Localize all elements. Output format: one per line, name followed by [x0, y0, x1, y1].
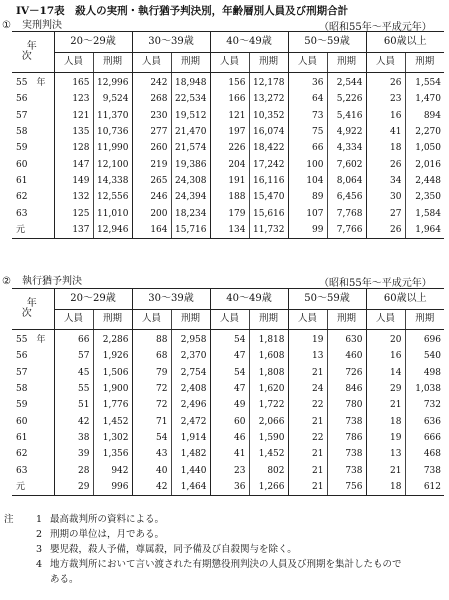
term-cell: 1,776 [93, 398, 132, 414]
people-cell: 66 [54, 329, 93, 349]
people-cell: 26 [366, 222, 405, 239]
term-cell: 2,544 [327, 72, 366, 92]
term-cell: 21,470 [171, 124, 210, 140]
group-header-30s: 30～39歳 [132, 289, 210, 309]
term-cell: 1,964 [405, 222, 444, 239]
term-cell: 1,302 [93, 430, 132, 446]
term-cell: 15,716 [171, 222, 210, 239]
term-cell: 1,050 [405, 141, 444, 157]
people-cell: 55 [54, 381, 93, 397]
term-cell: 2,350 [405, 190, 444, 206]
term-cell: 2,408 [171, 381, 210, 397]
people-cell: 72 [132, 398, 171, 414]
term-cell: 738 [327, 414, 366, 430]
term-cell: 24,394 [171, 190, 210, 206]
people-cell: 100 [288, 157, 327, 173]
people-cell: 132 [54, 190, 93, 206]
term-cell: 12,946 [93, 222, 132, 239]
table-row [12, 108, 444, 124]
year-cell: 61 [16, 432, 28, 443]
section-1-number: ① [2, 20, 11, 31]
group-header-20s: 20～29歳 [54, 289, 132, 309]
term-cell: 11,990 [93, 141, 132, 157]
term-cell: 1,464 [171, 479, 210, 496]
year-header: 年 次 [12, 289, 54, 329]
people-cell: 260 [132, 141, 171, 157]
people-cell: 268 [132, 92, 171, 108]
term-cell: 498 [405, 365, 444, 381]
table-row [12, 381, 444, 397]
term-cell: 10,352 [249, 108, 288, 124]
group-header-40s: 40～49歳 [210, 289, 288, 309]
term-cell: 1,452 [93, 414, 132, 430]
people-cell: 71 [132, 414, 171, 430]
year-cell: 62 [16, 192, 28, 203]
people-cell: 21 [366, 463, 405, 479]
year-cell: 57 [16, 110, 28, 121]
people-cell: 18 [366, 414, 405, 430]
term-cell: 846 [327, 381, 366, 397]
group-header-60plus: 60歳以上 [366, 289, 444, 309]
people-cell: 45 [54, 365, 93, 381]
term-cell: 756 [327, 479, 366, 496]
term-cell: 11,732 [249, 222, 288, 239]
term-header: 刑期 [405, 52, 444, 72]
term-cell: 14,338 [93, 173, 132, 189]
term-cell: 2,958 [171, 329, 210, 349]
people-cell: 39 [54, 447, 93, 463]
term-cell: 2,496 [171, 398, 210, 414]
table-row [12, 365, 444, 381]
term-cell: 630 [327, 329, 366, 349]
people-header: 人員 [288, 52, 327, 72]
people-cell: 277 [132, 124, 171, 140]
term-cell: 7,768 [327, 206, 366, 222]
note-text: 最高裁判所の資料による。 [50, 514, 165, 525]
people-cell: 43 [132, 447, 171, 463]
people-cell: 128 [54, 141, 93, 157]
table-title: IV－17表 殺人の実刑・執行猶予判決別，年齢層別人員及び刑期合計 [16, 5, 349, 17]
term-cell: 7,766 [327, 222, 366, 239]
people-cell: 125 [54, 206, 93, 222]
term-header: 刑期 [327, 309, 366, 329]
people-cell: 121 [54, 108, 93, 124]
people-cell: 68 [132, 349, 171, 365]
section-2-number: ② [2, 276, 11, 287]
term-cell: 18,234 [171, 206, 210, 222]
term-cell: 612 [405, 479, 444, 496]
term-cell: 942 [93, 463, 132, 479]
people-cell: 246 [132, 190, 171, 206]
people-cell: 21 [288, 365, 327, 381]
people-cell: 121 [210, 108, 249, 124]
section-1-label: 実刑判決 [22, 20, 62, 31]
year-cell: 元 [12, 479, 54, 496]
table-row [12, 414, 444, 430]
year-cell: 55 年 [16, 78, 46, 89]
term-cell: 21,574 [171, 141, 210, 157]
people-cell: 99 [288, 222, 327, 239]
table-row [12, 349, 444, 365]
section-2-period: （昭和55年～平成元年） [319, 278, 432, 289]
people-cell: 89 [288, 190, 327, 206]
term-cell: 2,286 [93, 329, 132, 349]
note-number: 2 [35, 529, 43, 540]
year-cell: 59 [16, 143, 28, 154]
section-2-label: 執行猶予判決 [22, 276, 82, 287]
year-cell: 元 [12, 222, 54, 239]
people-cell: 36 [288, 72, 327, 92]
people-cell: 200 [132, 206, 171, 222]
term-cell: 1,266 [249, 479, 288, 496]
term-cell: 18,422 [249, 141, 288, 157]
term-cell: 1,506 [93, 365, 132, 381]
section-2-table [12, 289, 444, 496]
people-cell: 204 [210, 157, 249, 173]
term-cell: 18,948 [171, 72, 210, 92]
people-cell: 22 [288, 430, 327, 446]
term-cell: 10,736 [93, 124, 132, 140]
table-row [12, 141, 444, 157]
section-1-table [12, 32, 444, 239]
people-cell: 21 [366, 398, 405, 414]
term-cell: 1,356 [93, 447, 132, 463]
people-cell: 46 [210, 430, 249, 446]
people-cell: 18 [366, 141, 405, 157]
term-cell: 16,074 [249, 124, 288, 140]
term-header: 刑期 [93, 309, 132, 329]
people-cell: 30 [366, 190, 405, 206]
people-cell: 49 [210, 398, 249, 414]
term-cell: 696 [405, 329, 444, 349]
people-cell: 21 [288, 463, 327, 479]
note-text: 嬰児殺，殺人予備，尊属殺，同予備及び自殺関与を除く。 [50, 544, 297, 555]
people-cell: 38 [54, 430, 93, 446]
term-header: 刑期 [249, 309, 288, 329]
table-row [12, 190, 444, 206]
year-cell: 60 [16, 416, 28, 427]
notes-label: 注 [4, 514, 14, 525]
term-cell: 2,270 [405, 124, 444, 140]
year-cell: 55 年 [16, 335, 46, 346]
people-cell: 41 [210, 447, 249, 463]
section-2-heading [2, 272, 82, 287]
table-row [12, 222, 444, 239]
section-1-period: （昭和55年～平成元年） [319, 22, 432, 33]
people-cell: 166 [210, 92, 249, 108]
note-number: 3 [35, 544, 43, 555]
people-cell: 19 [288, 329, 327, 349]
people-cell: 36 [210, 479, 249, 496]
group-header-60plus: 60歳以上 [366, 32, 444, 52]
table-row [12, 157, 444, 173]
people-cell: 60 [210, 414, 249, 430]
group-header-20s: 20～29歳 [54, 32, 132, 52]
term-cell: 1,900 [93, 381, 132, 397]
people-cell: 21 [288, 447, 327, 463]
people-cell: 24 [288, 381, 327, 397]
group-header-30s: 30～39歳 [132, 32, 210, 52]
table-row [12, 479, 444, 496]
people-cell: 26 [366, 72, 405, 92]
people-cell: 147 [54, 157, 93, 173]
year-cell: 61 [16, 175, 28, 186]
term-cell: 12,100 [93, 157, 132, 173]
term-cell: 738 [405, 463, 444, 479]
year-cell: 60 [16, 159, 28, 170]
term-cell: 5,226 [327, 92, 366, 108]
year-header: 年 次 [12, 32, 54, 72]
table-row [12, 124, 444, 140]
year-cell: 58 [16, 384, 28, 395]
term-cell: 16,116 [249, 173, 288, 189]
people-cell: 29 [54, 479, 93, 496]
people-cell: 22 [288, 398, 327, 414]
people-cell: 51 [54, 398, 93, 414]
people-cell: 156 [210, 72, 249, 92]
year-cell: 59 [16, 400, 28, 411]
term-cell: 1,440 [171, 463, 210, 479]
people-cell: 14 [366, 365, 405, 381]
people-header: 人員 [210, 309, 249, 329]
term-cell: 2,754 [171, 365, 210, 381]
people-cell: 28 [54, 463, 93, 479]
term-cell: 1,452 [249, 447, 288, 463]
term-cell: 22,534 [171, 92, 210, 108]
people-header: 人員 [366, 52, 405, 72]
term-cell: 12,178 [249, 72, 288, 92]
term-cell: 11,010 [93, 206, 132, 222]
people-cell: 134 [210, 222, 249, 239]
people-cell: 42 [132, 479, 171, 496]
term-cell: 2,472 [171, 414, 210, 430]
people-cell: 47 [210, 349, 249, 365]
year-cell: 56 [16, 351, 28, 362]
term-header: 刑期 [405, 309, 444, 329]
term-cell: 7,602 [327, 157, 366, 173]
term-cell: 17,242 [249, 157, 288, 173]
term-header: 刑期 [171, 52, 210, 72]
term-cell: 24,308 [171, 173, 210, 189]
people-cell: 54 [210, 365, 249, 381]
term-cell: 1,808 [249, 365, 288, 381]
people-cell: 20 [366, 329, 405, 349]
people-cell: 149 [54, 173, 93, 189]
term-cell: 11,370 [93, 108, 132, 124]
people-cell: 29 [366, 381, 405, 397]
people-cell: 54 [132, 430, 171, 446]
term-cell: 2,370 [171, 349, 210, 365]
people-cell: 66 [288, 141, 327, 157]
people-cell: 179 [210, 206, 249, 222]
year-cell: 63 [16, 208, 28, 219]
people-cell: 104 [288, 173, 327, 189]
term-cell: 786 [327, 430, 366, 446]
people-cell: 13 [288, 349, 327, 365]
term-cell: 726 [327, 365, 366, 381]
term-cell: 19,512 [171, 108, 210, 124]
note-number: 4 [35, 559, 43, 570]
notes [4, 512, 410, 587]
people-cell: 135 [54, 124, 93, 140]
people-cell: 88 [132, 329, 171, 349]
people-cell: 165 [54, 72, 93, 92]
term-cell: 1,470 [405, 92, 444, 108]
term-cell: 13,272 [249, 92, 288, 108]
term-cell: 4,334 [327, 141, 366, 157]
table-row [12, 447, 444, 463]
people-cell: 57 [54, 349, 93, 365]
term-cell: 1,482 [171, 447, 210, 463]
people-cell: 54 [210, 329, 249, 349]
group-header-40s: 40～49歳 [210, 32, 288, 52]
group-header-50s: 50～59歳 [288, 289, 366, 309]
note-text: 地方裁判所において言い渡された有期懲役刑判決の人員及び刑期を集計したものである。 [50, 559, 402, 585]
term-cell: 738 [327, 463, 366, 479]
term-cell: 4,922 [327, 124, 366, 140]
term-cell: 636 [405, 414, 444, 430]
year-cell: 63 [16, 465, 28, 476]
term-cell: 1,914 [171, 430, 210, 446]
people-cell: 19 [366, 430, 405, 446]
term-cell: 1,590 [249, 430, 288, 446]
people-header: 人員 [54, 309, 93, 329]
term-cell: 15,470 [249, 190, 288, 206]
term-cell: 1,584 [405, 206, 444, 222]
term-cell: 1,554 [405, 72, 444, 92]
people-header: 人員 [132, 52, 171, 72]
table-row [12, 173, 444, 189]
people-cell: 41 [366, 124, 405, 140]
people-cell: 21 [288, 414, 327, 430]
section-1-heading [2, 16, 62, 31]
note-item [4, 542, 410, 557]
table-row [12, 463, 444, 479]
people-cell: 21 [288, 479, 327, 496]
term-cell: 19,386 [171, 157, 210, 173]
table-row [12, 92, 444, 108]
note-number: 1 [35, 514, 43, 525]
year-cell: 62 [16, 449, 28, 460]
year-cell: 58 [16, 127, 28, 138]
note-item [4, 512, 410, 527]
term-cell: 2,016 [405, 157, 444, 173]
term-cell: 1,926 [93, 349, 132, 365]
people-cell: 64 [288, 92, 327, 108]
term-cell: 894 [405, 108, 444, 124]
people-cell: 13 [366, 447, 405, 463]
year-cell: 57 [16, 367, 28, 378]
people-cell: 79 [132, 365, 171, 381]
term-header: 刑期 [327, 52, 366, 72]
term-header: 刑期 [249, 52, 288, 72]
people-cell: 197 [210, 124, 249, 140]
people-cell: 191 [210, 173, 249, 189]
term-cell: 1,608 [249, 349, 288, 365]
people-cell: 23 [366, 92, 405, 108]
note-text: 刑期の単位は，月である。 [50, 529, 165, 540]
people-cell: 26 [366, 157, 405, 173]
term-cell: 666 [405, 430, 444, 446]
term-cell: 1,722 [249, 398, 288, 414]
term-cell: 2,066 [249, 414, 288, 430]
table-row [12, 206, 444, 222]
term-cell: 12,996 [93, 72, 132, 92]
term-cell: 8,064 [327, 173, 366, 189]
term-cell: 738 [327, 447, 366, 463]
people-cell: 42 [54, 414, 93, 430]
people-header: 人員 [54, 52, 93, 72]
people-cell: 137 [54, 222, 93, 239]
people-cell: 16 [366, 349, 405, 365]
people-cell: 265 [132, 173, 171, 189]
people-cell: 242 [132, 72, 171, 92]
people-cell: 47 [210, 381, 249, 397]
term-header: 刑期 [93, 52, 132, 72]
people-cell: 123 [54, 92, 93, 108]
term-cell: 9,524 [93, 92, 132, 108]
people-cell: 72 [132, 381, 171, 397]
table-row [12, 329, 444, 349]
term-cell: 996 [93, 479, 132, 496]
term-header: 刑期 [171, 309, 210, 329]
term-cell: 780 [327, 398, 366, 414]
term-cell: 15,616 [249, 206, 288, 222]
people-cell: 188 [210, 190, 249, 206]
people-cell: 73 [288, 108, 327, 124]
people-cell: 75 [288, 124, 327, 140]
people-header: 人員 [288, 309, 327, 329]
table-row [12, 72, 444, 92]
note-item [4, 527, 410, 542]
people-cell: 16 [366, 108, 405, 124]
people-cell: 219 [132, 157, 171, 173]
term-cell: 5,416 [327, 108, 366, 124]
term-cell: 1,620 [249, 381, 288, 397]
term-cell: 1,038 [405, 381, 444, 397]
people-cell: 164 [132, 222, 171, 239]
year-cell: 56 [16, 94, 28, 105]
people-header: 人員 [366, 309, 405, 329]
term-cell: 540 [405, 349, 444, 365]
term-cell: 460 [327, 349, 366, 365]
people-header: 人員 [132, 309, 171, 329]
people-cell: 18 [366, 479, 405, 496]
term-cell: 12,556 [93, 190, 132, 206]
table-row [12, 430, 444, 446]
table-row [12, 398, 444, 414]
people-cell: 40 [132, 463, 171, 479]
term-cell: 732 [405, 398, 444, 414]
people-cell: 107 [288, 206, 327, 222]
term-cell: 6,456 [327, 190, 366, 206]
people-cell: 226 [210, 141, 249, 157]
term-cell: 802 [249, 463, 288, 479]
people-cell: 230 [132, 108, 171, 124]
group-header-50s: 50～59歳 [288, 32, 366, 52]
people-cell: 23 [210, 463, 249, 479]
term-cell: 2,448 [405, 173, 444, 189]
term-cell: 468 [405, 447, 444, 463]
people-cell: 27 [366, 206, 405, 222]
note-item [4, 557, 410, 587]
term-cell: 1,818 [249, 329, 288, 349]
people-cell: 34 [366, 173, 405, 189]
people-header: 人員 [210, 52, 249, 72]
